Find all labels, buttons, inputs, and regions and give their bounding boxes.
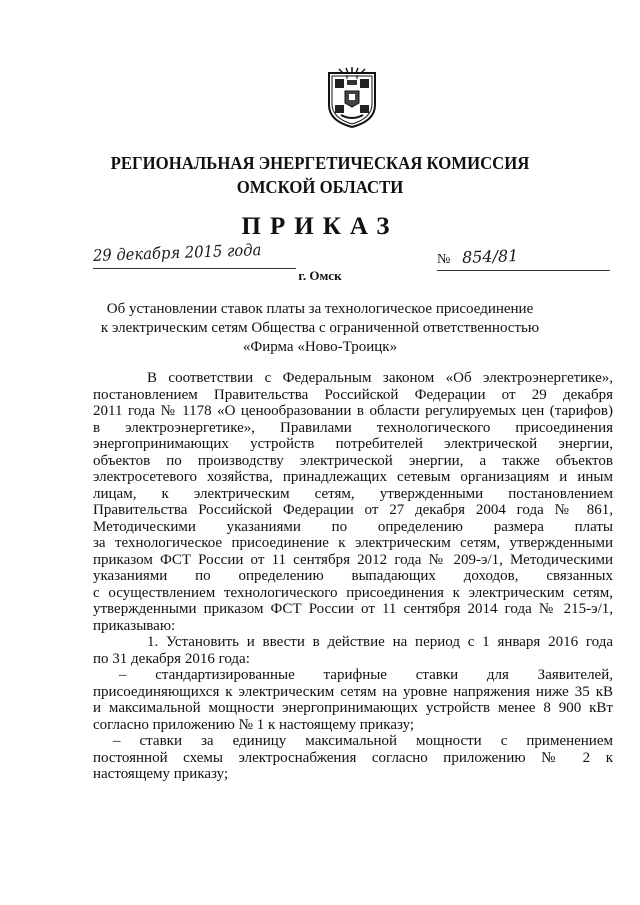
body-line: в электроэнергетике», Правилами технологического присоединения: [93, 419, 613, 436]
subject-line: «Фирма «Ново-Троицк»: [242, 339, 398, 355]
order-body: [93, 370, 613, 783]
body-line: утвержденными приказом ФСТ России от 11 сентября 2014 года № 215-э/1,: [93, 601, 613, 617]
body-line: настоящему приказу;: [93, 766, 229, 782]
body-line: – ставки за единицу максимальной мощности с применением: [113, 733, 613, 749]
body-line: лицам, к электрическим сетям, утвержденными постановлением: [93, 485, 613, 502]
body-line: приказом ФСТ России от 11 сентября 2012 года № 209-э/1, Методическими: [93, 551, 613, 568]
number-underline: [437, 270, 610, 271]
body-line: В соответствии с Федеральным законом «Об электроэнергетике»,: [147, 370, 613, 386]
handwritten-date: 29 декабря 2015 года: [92, 240, 262, 265]
body-line: Правительства Российской Федерации от 27 декабря 2004 года № 861,: [93, 502, 613, 518]
body-line: присоединяющихся к электрическим сетям на уровне напряжения ниже 35 кВ: [93, 683, 613, 700]
document-type-title: ПРИКАЗ: [241, 213, 399, 240]
body-line: приказываю:: [93, 617, 176, 634]
body-line: 2011 года № 1178 «О ценообразовании в области регулируемых цен (тарифов): [93, 403, 613, 419]
body-line: по 31 декабря 2016 года:: [93, 650, 250, 667]
body-line: энергопринимающих устройств потребителей электрической энергии,: [93, 436, 613, 452]
body-line: электросетевого хозяйства, принадлежащих сетевым организациям и иным: [93, 469, 613, 485]
order-subject: [0, 300, 640, 357]
organization-name-line1: РЕГИОНАЛЬНАЯ ЭНЕРГЕТИЧЕСКАЯ КОМИССИЯ: [110, 153, 530, 173]
body-line: объектов по производству электрической энергии, а также объектов: [93, 452, 613, 469]
number-label: №: [437, 252, 451, 267]
subject-line: Об установлении ставок платы за технологическое присоединение: [106, 301, 534, 317]
body-line: за технологическое присоединение к электрическим сетям, утвержденными: [93, 535, 613, 551]
subject-line: к электрическим сетям Общества с ограниченной ответственностью: [100, 320, 540, 336]
body-line: постановлением Правительства Российской Федерации от 29 декабря: [93, 386, 613, 403]
body-line: указаниями по определению выпадающих доходов, связанных: [93, 568, 613, 584]
body-line: постоянной схемы электроснабжения согласно приложению № 2 к: [93, 749, 613, 766]
body-line: и максимальной мощности энергопринимающих устройств менее 8 900 кВт: [93, 700, 613, 716]
city-label: г. Омск: [298, 268, 342, 283]
organization-name-line2: ОМСКОЙ ОБЛАСТИ: [236, 177, 404, 197]
handwritten-order-number: 854/81: [461, 246, 519, 267]
coat-of-arms-emblem: [327, 67, 377, 128]
body-line: 1. Установить и ввести в действие на период с 1 января 2016 года: [147, 634, 613, 650]
body-line: – стандартизированные тарифные ставки для Заявителей,: [119, 667, 613, 683]
body-line: согласно приложению № 1 к настоящему приказу;: [93, 716, 415, 733]
body-line: с осуществлением технологического присоединения к электрическим сетям,: [93, 584, 613, 601]
body-line: Методическими указаниями по определению размера платы: [93, 518, 613, 535]
